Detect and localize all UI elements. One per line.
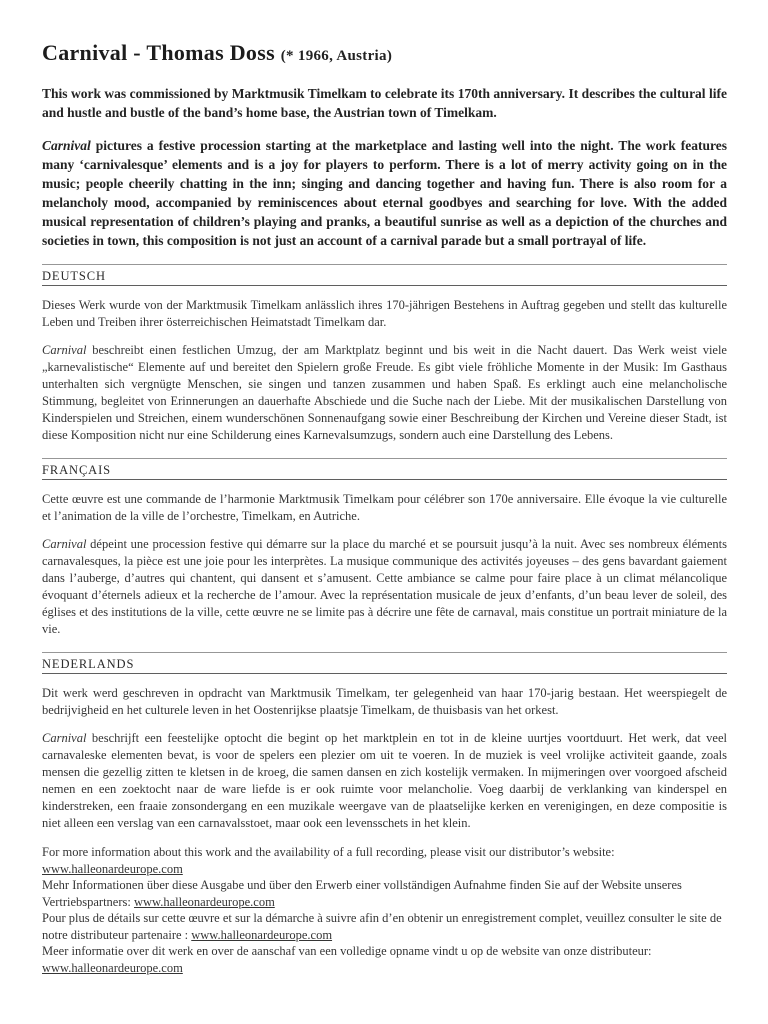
- footer-entry-german: [42, 877, 727, 910]
- section-divider: [42, 458, 727, 480]
- section-dutch: [42, 652, 727, 832]
- footer-entry-dutch: [42, 943, 727, 976]
- work-title: Carnival - Thomas Doss: [42, 40, 275, 65]
- paragraph-text: pictures a festive procession starting at the marketplace and lasting well into the night. The work features many ‘carnivalesque’ elements and is a joy for players to perform. There is a lot of merry activity going on in the music; people cheerily chatting in the inn; singing and dancing together and having fun. There is also room for a melancholy mood, accompanied by reminiscences about eternal goodbyes and searching for love. With the added musical representation of children’s playing and pranks, a beautiful sunrise as well as a depiction of the churches and societies in town, this composition is not just an account of a carnival parade but a small portrayal of life.: [42, 138, 727, 248]
- section-english: [42, 84, 727, 250]
- distributor-link-dutch[interactable]: www.halleonardeurope.com: [42, 960, 183, 975]
- work-name-italic: Carnival: [42, 731, 87, 745]
- distributor-link-german[interactable]: www.halleonardeurope.com: [133, 894, 275, 909]
- work-name-italic: Carnival: [42, 537, 87, 551]
- paragraph-text: beschreibt einen festlichen Umzug, der am Marktplatz beginnt und bis weit in die Nacht dauert. Das Werk weist viele „karnevalistische“ Elemente auf und bereitet den Spielern große Freude. Es gibt viele fröhliche Momente in der Musik: Im Gasthaus unterhalten sich vergnügte Menschen, sie singen und tanzen zusammen und haben Spaß. Es erklingt auch eine melancholische Stimmung, begleitet von Erinnerungen an dauerhafte Abschiede und die Suche nach der Liebe. Mit der musikalischen Darstellung von Kinderspielen und Streichen, einem wunderschönen Sonnenaufgang sowie einer Beschreibung der Kirchen und Vereine dieser Stadt, ist diese Komposition nicht nur eine Schilderung eines Karnevalsumzugs, sondern auch eine Darstellung des Lebens.: [42, 343, 727, 442]
- dutch-paragraph-2: [42, 730, 727, 832]
- distributor-link-english[interactable]: www.halleonardeurope.com: [42, 861, 183, 876]
- section-divider: [42, 652, 727, 674]
- section-divider: [42, 264, 727, 286]
- german-paragraph-1: [42, 297, 727, 331]
- german-paragraph-2: [42, 342, 727, 444]
- work-name-italic: Carnival: [42, 343, 87, 357]
- paragraph-text: beschrijft een feestelijke optocht die begint op het marktplein en tot in de kleine uurtjes voortduurt. Het werk, dat veel carnavaleske elementen bevat, is voor de spelers een plezier om uit te voeren. In de muziek is veel vrolijke activiteit gaande, zoals mensen die gezellig zitten te kletsen in de kroeg, die samen dansen en zich kostelijk vermaken. In mijmeringen over voorgoed afscheid nemen en een zoektocht naar de ware liefde is er ook ruimte voor melancholie. Voeg daarbij de verklanking van kinderspel en kinderstreken, een fraaie zonsondergang en een muzikale weergave van de plaatselijke kerken en verenigingen, en deze compositie is niet alleen een verslag van een carnavalsstoet, maar ook een levensschets in het klein.: [42, 731, 727, 830]
- footer-entry-english: [42, 844, 727, 877]
- section-german: [42, 264, 727, 444]
- french-paragraph-2: [42, 536, 727, 638]
- footer-entry-french: [42, 910, 727, 943]
- footer-text: Meer informatie over dit werk en over de aanschaf van een volledige opname vindt u op de website van onze distributeur:: [42, 944, 652, 958]
- distributor-footer: [42, 844, 727, 976]
- paragraph-text: Dit werk werd geschreven in opdracht van Marktmusik Timelkam, ter gelegenheid van haar 170-jarig bestaan. Het weerspiegelt de bedrijvigheid en het culturele leven in het Oostenrijkse plaatsje Timelkam, de thuisbasis van het orkest.: [42, 686, 727, 717]
- paragraph-text: This work was commissioned by Marktmusik Timelkam to celebrate its 170th anniversary. It describes the cultural life and hustle and bustle of the band’s home base, the Austrian town of Timelkam.: [42, 86, 727, 120]
- english-paragraph-2: [42, 136, 727, 250]
- section-header-francais: FRANÇAIS: [42, 463, 727, 480]
- paragraph-text: dépeint une procession festive qui démarre sur la place du marché et se poursuit jusqu’à la nuit. Avec ses nombreux éléments carnavalesques, la pièce est une joie pour les interprètes. La musique communique des activités joyeuses – des gens bavardant gaiement dans l’auberge, d’autres qui chantent, qui dansent et s’amusent. Cette ambiance se calme pour faire place à un climat mélancolique évoquant d’éternels adieux et la recherche de l’amour. Avec la représentation musicale de jeux d’enfants, d’un beau lever de soleil, des églises et des institutions de la ville, cette œuvre ne se limite pas à décrire une fête de carnaval, mais constitue un portrait miniature de la vie.: [42, 537, 727, 636]
- footer-text: Pour plus de détails sur cette œuvre et sur la démarche à suivre afin d’en obtenir un enregistrement complet, veuillez consulter le site de notre distributeur partenaire :: [42, 911, 722, 942]
- english-paragraph-1: [42, 84, 727, 122]
- composer-birth-info: (* 1966, Austria): [280, 48, 393, 64]
- paragraph-text: Cette œuvre est une commande de l’harmonie Marktmusik Timelkam pour célébrer son 170e anniversaire. Elle évoque la vie culturelle et l’animation de la ville de l’orchestre, Timelkam, en Autriche.: [42, 492, 727, 523]
- distributor-link-french[interactable]: www.halleonardeurope.com: [191, 927, 333, 942]
- french-paragraph-1: [42, 491, 727, 525]
- section-header-nederlands: NEDERLANDS: [42, 657, 727, 674]
- page-title: [42, 40, 727, 66]
- footer-text: Mehr Informationen über diese Ausgabe und über den Erwerb einer vollständigen Aufnahme finden Sie auf der Website unseres Vertriebspartners:: [42, 878, 682, 909]
- paragraph-text: Dieses Werk wurde von der Marktmusik Timelkam anlässlich ihres 170-jährigen Bestehens in Auftrag gegeben und stellt das kulturelle Leben und Treiben ihrer österreichischen Heimatstadt Timelkam dar.: [42, 298, 727, 329]
- dutch-paragraph-1: [42, 685, 727, 719]
- work-name-italic: Carnival: [42, 138, 91, 153]
- section-french: [42, 458, 727, 638]
- section-header-deutsch: DEUTSCH: [42, 269, 727, 286]
- footer-text: For more information about this work and the availability of a full recording, please visit our distributor’s website:: [42, 845, 615, 859]
